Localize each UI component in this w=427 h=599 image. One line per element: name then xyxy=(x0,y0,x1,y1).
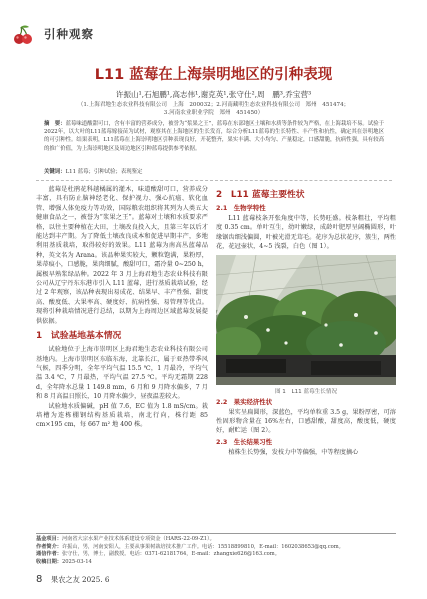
section-heading-2: 2 L11 蓝莓主要性状 xyxy=(216,190,305,200)
keywords-label: 关键词： xyxy=(44,169,66,175)
fruit-paragraph: 果实呈扁圆形，深蓝色，平均单粒重 3.5 g，果粉厚密，可溶性固形物含量在 16%左右，口感甜酸，甜度高，酸度低，硬度好，耐贮运（图 2）。 xyxy=(216,408,396,435)
left-column xyxy=(36,185,208,430)
footnote-label: 收稿日期： xyxy=(36,558,62,565)
greenhouse-image xyxy=(216,255,396,385)
photo-caption: 图 1 L11 蓝莓生长情况 xyxy=(274,388,338,395)
base-paragraph: 试验地位于上海市崇明区上海君地生态农业科技有限公司基地内。上海市崇明区东临东海，北靠长江，属于亚热带季风气候，四季分明，全年平均气温 15.5 ℃，1 月最冷，平均气温 3.4 ℃，7 月最热，平均气温 27.5 ℃。平均无霜期 228 d，全年降水总量 1 149.8 mm，6 月和 9 月降水偏多，7 月和 8 月高温日照长，10 月降水偏少，昼夜温差较大。 xyxy=(36,346,208,401)
footnote-label: 作者简介： xyxy=(36,543,62,550)
journal-name: 果农之友 2025. 6 xyxy=(51,575,110,584)
page-header xyxy=(10,24,420,46)
footnote-fund xyxy=(36,536,396,544)
biology-paragraph: L11 蓝莓枝条开张角度中等，长势旺盛。枝条粗壮，平均粗度 0.35 cm。单叶互生，幼叶嫩绿，成龄叶肥厚呈阔椭圆形，叶缘锯齿细浅偏圆，叶被光滑无茸毛。花序为总状花序，簇生，两性花，花冠壶状，4~5 浅裂，白色（图 1）。 xyxy=(216,215,396,251)
affiliation-line: 3.河南农业职业学院 郑州 451450） xyxy=(163,110,264,116)
section-tag: 引种观察 xyxy=(44,27,94,41)
subsection-heading-2-1: 2.1 生物学特性 xyxy=(216,204,266,212)
right-column xyxy=(216,185,396,457)
article-title: L11 蓝莓在上海崇明地区的引种表现 xyxy=(94,67,333,83)
growth-paragraph: 植株生长势强，发枝力中等偏强，中等程度摘心 xyxy=(228,448,359,456)
footnote-label: 基金项目： xyxy=(36,536,62,542)
keywords-text: L11 蓝莓；引种试验；表现鉴定 xyxy=(65,169,143,175)
abstract xyxy=(44,120,384,153)
footnote-received xyxy=(36,559,396,567)
cherry-icon xyxy=(12,24,34,46)
abstract-divider xyxy=(36,180,392,181)
footnote-text: 许振山，男，河南安阳人，主要从事果树栽培技术推广工作。电话：15518899810，E-mail：1602038653@qq.com。 xyxy=(61,543,344,550)
base-paragraph: 试验地水质偏碱，pH 值 7.6，EC 值为 1.8 mS/cm。栽培槽为连栋棚钢结构基质栽培，南北行向，株行距 85 cm×195 cm，每 667 m² 地 400 株。 xyxy=(36,402,208,429)
abstract-text: 蓝莓味道酸甜可口，含有丰富的营养成分，被誉为“浆果之王”，蓝莓在东部地区土壤和水质等条件较为严格，在上海栽培不易。试验于2022年，以大叶的L11蓝莓嫁接苗为试材，观察其在上海地区的生长发育，综合分析L11蓝莓的生长特性、丰产性和抗性，确定其在崇明地区的可引种性。结果表明，L11蓝莓在上海崇明地区引种表现良好，开花整齐，果实丰满、大小均匀、产量稳定，口感甜脆，抗病性强，具有较高的推广价值，为上海崇明地区及周边地区引种蓝莓提供参考依据。 xyxy=(44,121,384,152)
subsection-heading-2-2: 2.2 果实经济性状 xyxy=(216,397,273,406)
section-heading-1: 1 试验基地基本情况 xyxy=(36,331,122,342)
page-number: 8 xyxy=(36,574,43,585)
affiliation-line: （1.上海君地生态农业科技有限公司 上海 200032；2.河南藏明生态农业科技有限公司 郑州 451474； xyxy=(77,102,350,108)
footnote-text: 张守仕，男，博士，副教授。电话：0371-62181764，E-mail：zhangxie626@163.com。 xyxy=(61,551,280,558)
footnotes xyxy=(36,536,396,566)
article-authors: 许振山¹,石旭鹏¹,高志伟¹,谢克英¹,张守仕²,周 鹏³,乔宝营³ xyxy=(115,90,312,99)
footnote-rule xyxy=(36,533,396,534)
blueberry-photo xyxy=(216,255,396,385)
footnote-text: 2025-03-14 xyxy=(61,558,92,565)
keywords xyxy=(44,167,384,175)
abstract-label: 摘 要： xyxy=(44,121,66,127)
footnote-corresponding xyxy=(36,551,396,559)
footnote-label: 通信作者： xyxy=(36,551,62,558)
intro-paragraph: 蓝莓是杜鹃花科越橘属的灌木，味道酸甜可口，营养成分丰富，具有防止脑神经老化、保护视力、强心抗癌、软化血管、增强人体免疫力等功效，国际粮农组织将其列为人类五大健康食品之一，被誉为“浆果之王”。蓝莓对土壤和水质要求严格，以往主要种植在大田，土壤改良投入大，且第三年以后才能达到丰产期。为了降低土壤改良成本和促进早期丰产，多地利用基质栽培，取得较好的效果。L11 蓝莓为南高丛蓝莓品种，英文名为 Arana。该品种果实较大，颗粒饱满，果粉厚，果蒂痕小，口感脆，果肉细腻，酸甜可口，霜冷量 0~250 h，属极早熟浆绿品种。2022 年 3 月上海君地生态农业科技有限公司从辽宁丹东东港市引入 L11 蓝莓，进行基质栽培试验，经过 2 年观察，该品种表现出易成花、结果早、丰产性强、甜度高、酸度低、大果率高、硬度好、抗病性强、易管理等优点。现将引种栽培情况进行总结，以期为上海周边区域蓝莓发展提供依据。 xyxy=(36,186,208,325)
subsection-heading-2-3: 2.3 生长结果习性 xyxy=(216,437,273,446)
article-affiliations xyxy=(0,101,427,117)
footnote-text: 河南省大宗水果产业技术体系建设专项资金（HARS-22-09-Z1）。 xyxy=(61,536,215,542)
